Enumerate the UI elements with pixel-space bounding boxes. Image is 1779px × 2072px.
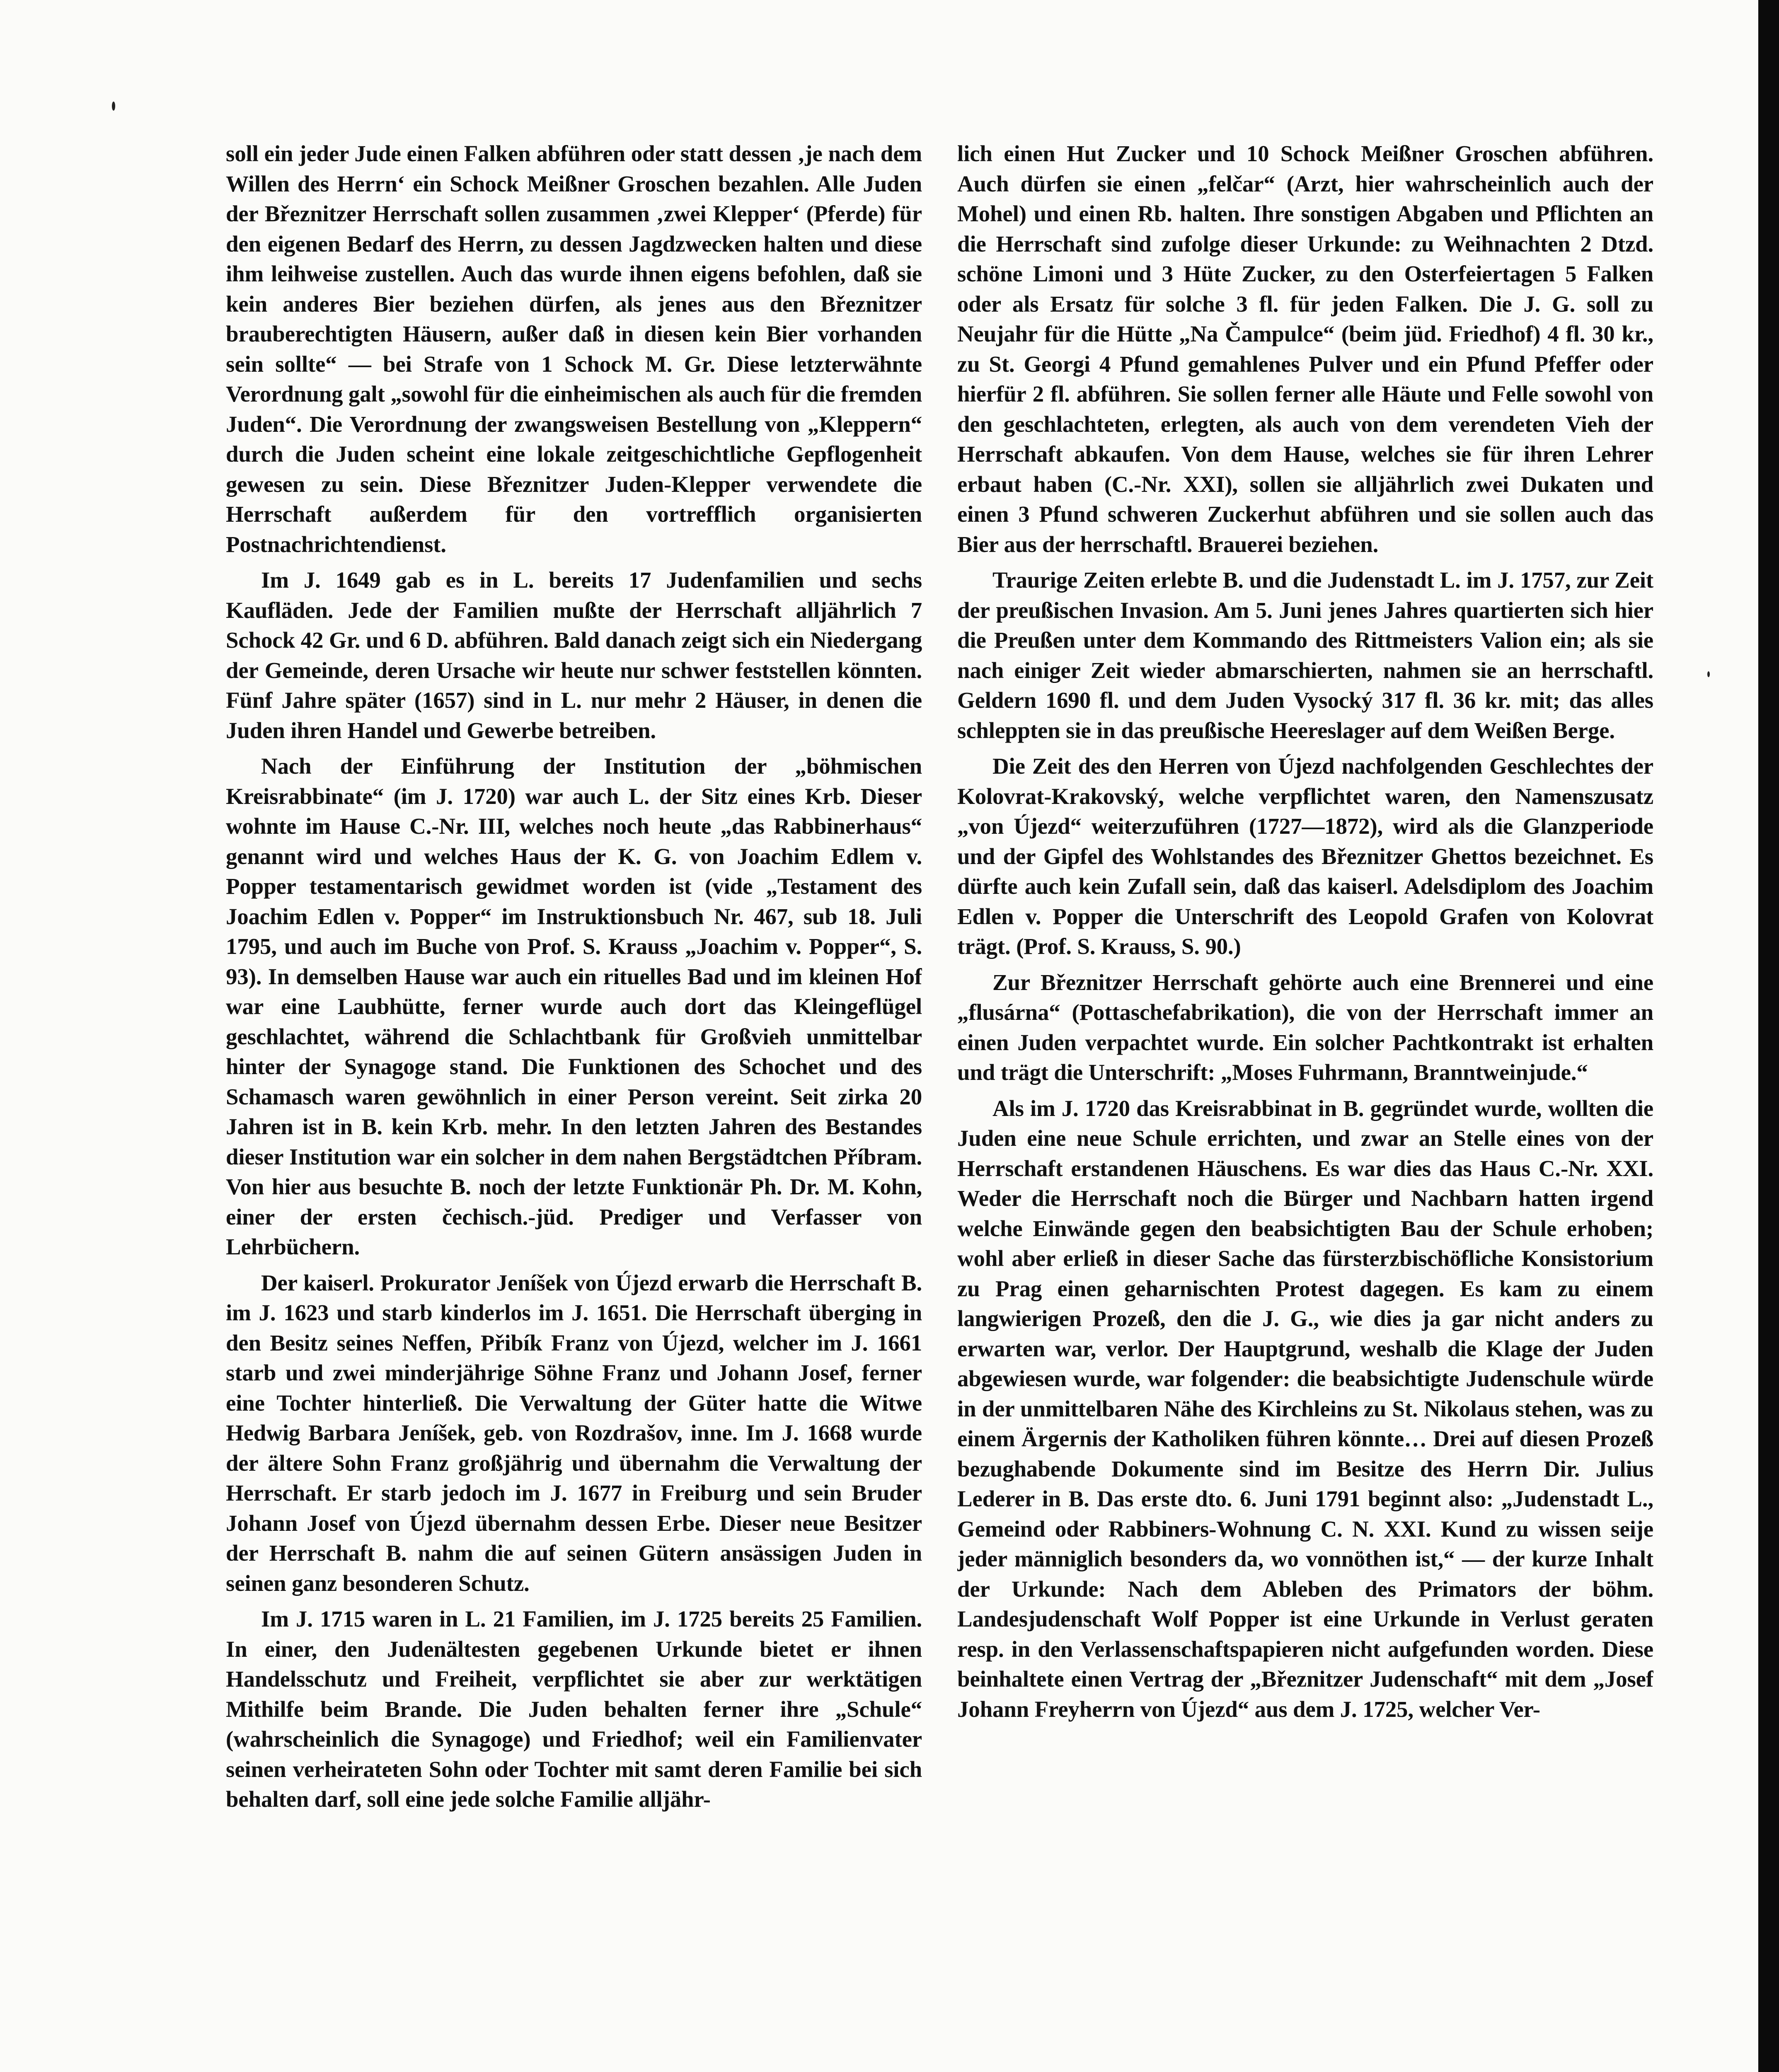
right-column — [957, 139, 1653, 2072]
paragraph: Als im J. 1720 das Kreisrabbinat in B. gegründet wurde, wollten die Juden eine neue Schule errichten, und zwar an Stelle eines von der Herrschaft erstandenen Häuschens. Es war dies das Haus C.-Nr. XXI. Weder die Herrschaft noch die Bürger und Nachbarn hatten irgend welche Einwände gegen den beabsichtigten Bau der Schule erhoben; wohl aber erließ in dieser Sache das fürsterzbischöfliche Konsistorium zu Prag einen geharnischten Protest dagegen. Es kam zu einem langwierigen Prozeß, den die J. G., wie dies ja gar nicht anders zu erwarten war, verlor. Der Hauptgrund, weshalb die Klage der Juden abgewiesen wurde, war folgender: die beabsichtigte Judenschule würde in der unmittelbaren Nähe des Kirchleins zu St. Nikolaus stehen, was zu einem Ärgernis der Katholiken führen könnte… Drei auf diesen Prozeß bezughabende Dokumente sind im Besitze des Herrn Dir. Julius Lederer in B. Das erste dto. 6. Juni 1791 beginnt also: „Judenstadt L., Gemeind oder Rabbiners-Wohnung C. N. XXI. Kund zu wissen seije jeder männiglich besonders da, wo vonnöthen ist,“ — der kurze Inhalt der Urkunde: Nach dem Ableben des Primators der böhm. Landesjudenschaft Wolf Popper ist eine Urkunde in Verlust geraten resp. in den Verlassenschaftspapieren nicht aufgefunden worden. Diese beinhaltete einen Vertrag der „Březnitzer Judenschaft“ mit dem „Josef Johann Freyherrn von Újezd“ aus dem J. 1725, welcher Ver- — [957, 1095, 1653, 1722]
paragraph: lich einen Hut Zucker und 10 Schock Meißner Groschen abführen. Auch dürfen sie einen „felčar“ (Arzt, hier wahrscheinlich auch der Mohel) und einen Rb. halten. Ihre sonstigen Abgaben und Pflichten an die Herrschaft sind zufolge dieser Urkunde: zu Weihnachten 2 Dtzd. schöne Limoni und 3 Hüte Zucker, zu den Osterfeiertagen 5 Falken oder als Ersatz für solche 3 fl. für jeden Falken. Die J. G. soll zu Neujahr für die Hütte „Na Čampulce“ (beim jüd. Friedhof) 4 fl. 30 kr., zu St. Georgi 4 Pfund gemahlenes Pulver und ein Pfund Pfeffer oder hierfür 2 fl. abführen. Sie sollen ferner alle Häute und Felle sowohl von den geschlachteten, erlegten, als auch von dem verendeten Vieh der Herrschaft abkaufen. Von dem Hause, welches sie für ihren Lehrer erbaut haben (C.-Nr. XXI), sollen sie alljährlich zwei Dukaten und einen 3 Pfund schweren Zuckerhut abführen und sie sollen auch das Bier aus der herrschaftl. Brauerei beziehen. — [957, 141, 1653, 557]
left-column — [226, 139, 922, 2072]
paragraph: soll ein jeder Jude einen Falken abführen oder statt dessen ‚je nach dem Willen des Herrn‘ ein Schock Meißner Groschen bezahlen. Alle Juden der Březnitzer Herrschaft sollen zusammen ‚zwei Klepper‘ (Pferde) für den eigenen Bedarf des Herrn, zu dessen Jagdzwecken halten und diese ihm leihweise zustellen. Auch das wurde ihnen eigens befohlen, daß sie kein anderes Bier beziehen dürfen, als jenes aus den Březnitzer brauberechtigten Häusern, außer daß in diesen kein Bier vorhanden sein sollte“ — bei Strafe von 1 Schock M. Gr. Diese letzterwähnte Verordnung galt „sowohl für die einheimischen als auch für die fremden Juden“. Die Verordnung der zwangsweisen Bestellung von „Kleppern“ durch die Juden scheint eine lokale zeitgeschichtliche Gepflogenheit gewesen zu sein. Diese Březnitzer Juden-Klepper verwendete die Herrschaft außerdem für den vortrefflich organisierten Postnachrichtendienst. — [226, 141, 922, 557]
paragraph: Zur Březnitzer Herrschaft gehörte auch eine Brennerei und eine „flusárna“ (Pottaschefabrikation), die von der Herrschaft immer an einen Juden verpachtet wurde. Ein solcher Pachtkontrakt ist erhalten und trägt die Unterschrift: „Moses Fuhrmann, Branntweinjude.“ — [957, 969, 1653, 1085]
paragraph: Im J. 1649 gab es in L. bereits 17 Judenfamilien und sechs Kaufläden. Jede der Familien mußte der Herrschaft alljährlich 7 Schock 42 Gr. und 6 D. abführen. Bald danach zeigt sich ein Niedergang der Gemeinde, deren Ursache wir heute nur schwer feststellen könnten. Fünf Jahre später (1657) sind in L. nur mehr 2 Häuser, in denen die Juden ihren Handel und Gewerbe betreiben. — [226, 567, 922, 743]
paragraph: Die Zeit des den Herren von Újezd nachfolgenden Geschlechtes der Kolovrat-Krakovský, welche verpflichtet waren, den Namenszusatz „von Újezd“ weiterzuführen (1727—1872), wird als die Glanzperiode und der Gipfel des Wohlstandes des Březnitzer Ghettos bezeichnet. Es dürfte auch kein Zufall sein, daß das kaiserl. Adelsdiplom des Joachim Edlen v. Popper die Unterschrift des Leopold Grafen von Kolovrat trägt. (Prof. S. Krauss, S. 90.) — [957, 753, 1653, 959]
paragraph: Traurige Zeiten erlebte B. und die Judenstadt L. im J. 1757, zur Zeit der preußischen Invasion. Am 5. Juni jenes Jahres quartierten sich hier die Preußen unter dem Kommando des Rittmeisters Valion ein; als sie nach einiger Zeit wieder abmarschierten, nahmen sie an herrschaftl. Geldern 1690 fl. und dem Juden Vysocký 317 fl. 36 kr. mit; das alles schleppten sie in das preußische Heereslager auf dem Weißen Berge. — [957, 567, 1653, 743]
scan-speck — [1707, 671, 1710, 677]
paragraph: Nach der Einführung der Institution der „böhmischen Kreisrabbinate“ (im J. 1720) war auch L. der Sitz eines Krb. Dieser wohnte im Hause C.-Nr. III, welches noch heute „das Rabbinerhaus“ genannt wird und welches Haus der K. G. von Joachim Edlem v. Popper testamentarisch gewidmet worden ist (vide „Testament des Joachim Edlen v. Popper“ im Instruktionsbuch Nr. 467, sub 18. Juli 1795, und auch im Buche von Prof. S. Krauss „Joachim v. Popper“, S. 93). In demselben Hause war auch ein rituelles Bad und im kleinen Hof war eine Laubhütte, ferner wurde auch dort das Kleingeflügel geschlachtet, während die Schlachtbank für Großvieh unmittelbar hinter der Synagoge stand. Die Funktionen des Schochet und des Schamasch waren gewöhnlich in einer Person vereint. Seit zirka 20 Jahren ist in B. kein Krb. mehr. In den letzten Jahren des Bestandes dieser Institution war ein solcher in dem nahen Bergstädtchen Příbram. Von hier aus besuchte B. noch der letzte Funktionär Ph. Dr. M. Kohn, einer der ersten čechisch.-jüd. Prediger und Verfasser von Lehrbüchern. — [226, 753, 922, 1259]
scan-border — [1758, 0, 1779, 2072]
paragraph: Im J. 1715 waren in L. 21 Familien, im J. 1725 bereits 25 Familien. In einer, den Judenältesten gegebenen Urkunde bietet er ihnen Handelsschutz und Freiheit, verpflichtet sie aber zur werktätigen Mithilfe beim Brande. Die Juden behalten ferner ihre „Schule“ (wahrscheinlich die Synagoge) und Friedhof; weil ein Familienvater seinen verheirateten Sohn oder Tochter mit samt deren Familie bei sich behalten darf, soll eine jede solche Familie alljähr- — [226, 1606, 922, 1812]
scan-speck — [112, 102, 115, 111]
paragraph: Der kaiserl. Prokurator Jeníšek von Újezd erwarb die Herrschaft B. im J. 1623 und starb kinderlos im J. 1651. Die Herrschaft überging in den Besitz seines Neffen, Přibík Franz von Újezd, welcher im J. 1661 starb und zwei minderjährige Söhne Franz und Johann Josef, ferner eine Tochter hinterließ. Die Verwaltung der Güter hatte die Witwe Hedwig Barbara Jeníšek, geb. von Rozdrašov, inne. Im J. 1668 wurde der ältere Sohn Franz großjährig und übernahm die Verwaltung der Herrschaft. Er starb jedoch im J. 1677 in Freiburg und sein Bruder Johann Josef von Újezd übernahm dessen Erbe. Dieser neue Besitzer der Herrschaft B. nahm die auf seinen Gütern ansässigen Juden in seinen ganz besonderen Schutz. — [226, 1270, 922, 1596]
